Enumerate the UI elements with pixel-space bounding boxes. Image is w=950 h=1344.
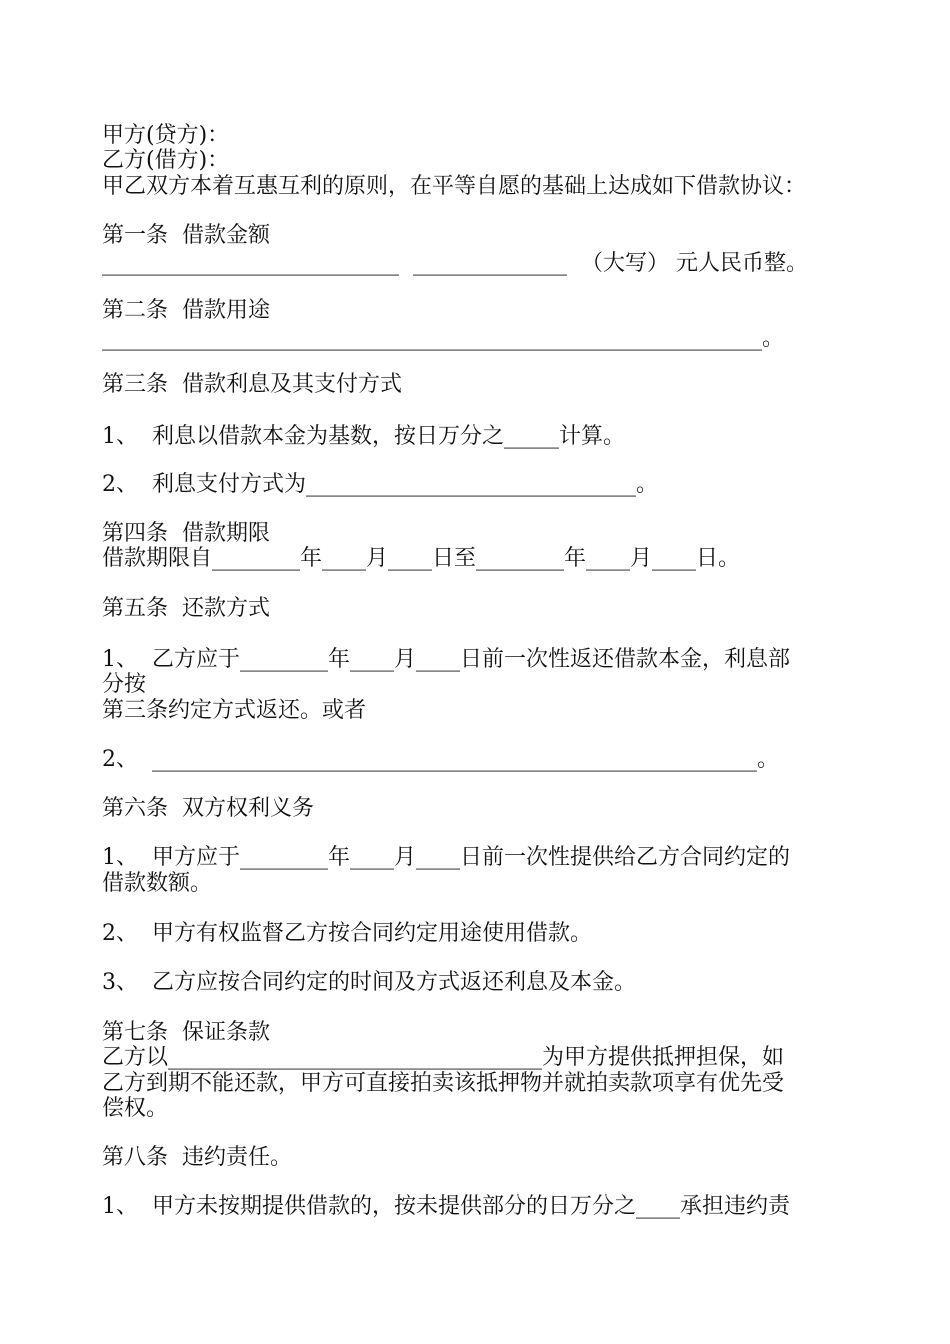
article-8-heading: 第八条 违约责任。	[102, 1145, 292, 1170]
preamble: 甲乙双方本着互惠互利的原则，在平等自愿的基础上达成如下借款协议：	[102, 174, 807, 199]
article-8-item-1: 1、 甲方未按期提供借款的，按未提供部分的日万分之____承担违约责	[102, 1194, 790, 1219]
party-a-label: 甲方(贷方)：	[102, 123, 230, 148]
article-6-item-2: 2、 甲方有权监督乙方按合同约定用途使用借款。	[102, 921, 592, 946]
article-6-heading: 第六条 双方权利义务	[102, 796, 314, 821]
article-6-item-3: 3、 乙方应按合同约定的时间及方式返还利息及本金。	[102, 970, 636, 995]
article-4-heading: 第四条 借款期限	[102, 521, 270, 546]
article-2-purpose-line: ____________________________________________________________。	[102, 326, 785, 351]
article-6-item-1-line-2: 借款数额。	[102, 871, 213, 896]
article-2-heading: 第二条 借款用途	[102, 298, 270, 323]
article-5-item-1-line-1: 1、 乙方应于________年____月____日前一次性返还借款本金，利息部	[102, 647, 790, 672]
article-4-term-line: 借款期限自________年____月____日至________年____月____日。	[102, 546, 741, 571]
article-5-item-1-line-3: 第三条约定方式返还。或者	[102, 698, 367, 723]
article-1-amount-line: ___________________________ ______________ （大写） 元人民币整。	[102, 251, 808, 276]
article-3-item-1: 1、 利息以借款本金为基数，按日万分之_____计算。	[102, 424, 625, 449]
article-1-heading: 第一条 借款金额	[102, 223, 270, 248]
article-7-line-2: 乙方到期不能还款，甲方可直接拍卖该抵押物并就拍卖款项享有优先受	[102, 1071, 785, 1096]
party-b-label: 乙方(借方)：	[102, 148, 230, 173]
article-5-item-2: 2、 _______________________________________________________。	[102, 747, 779, 772]
article-3-heading: 第三条 借款利息及其支付方式	[102, 372, 402, 397]
article-7-heading: 第七条 保证条款	[102, 1020, 270, 1045]
article-3-item-2: 2、 利息支付方式为______________________________。	[102, 472, 658, 497]
article-7-line-1: 乙方以__________________________________为甲方提供抵押担保，如	[102, 1045, 785, 1070]
article-7-line-3: 偿权。	[102, 1096, 169, 1121]
article-5-item-1-line-2: 分按	[102, 672, 147, 697]
article-6-item-1-line-1: 1、 甲方应于________年____月____日前一次性提供给乙方合同约定的	[102, 845, 790, 870]
article-5-heading: 第五条 还款方式	[102, 596, 270, 621]
